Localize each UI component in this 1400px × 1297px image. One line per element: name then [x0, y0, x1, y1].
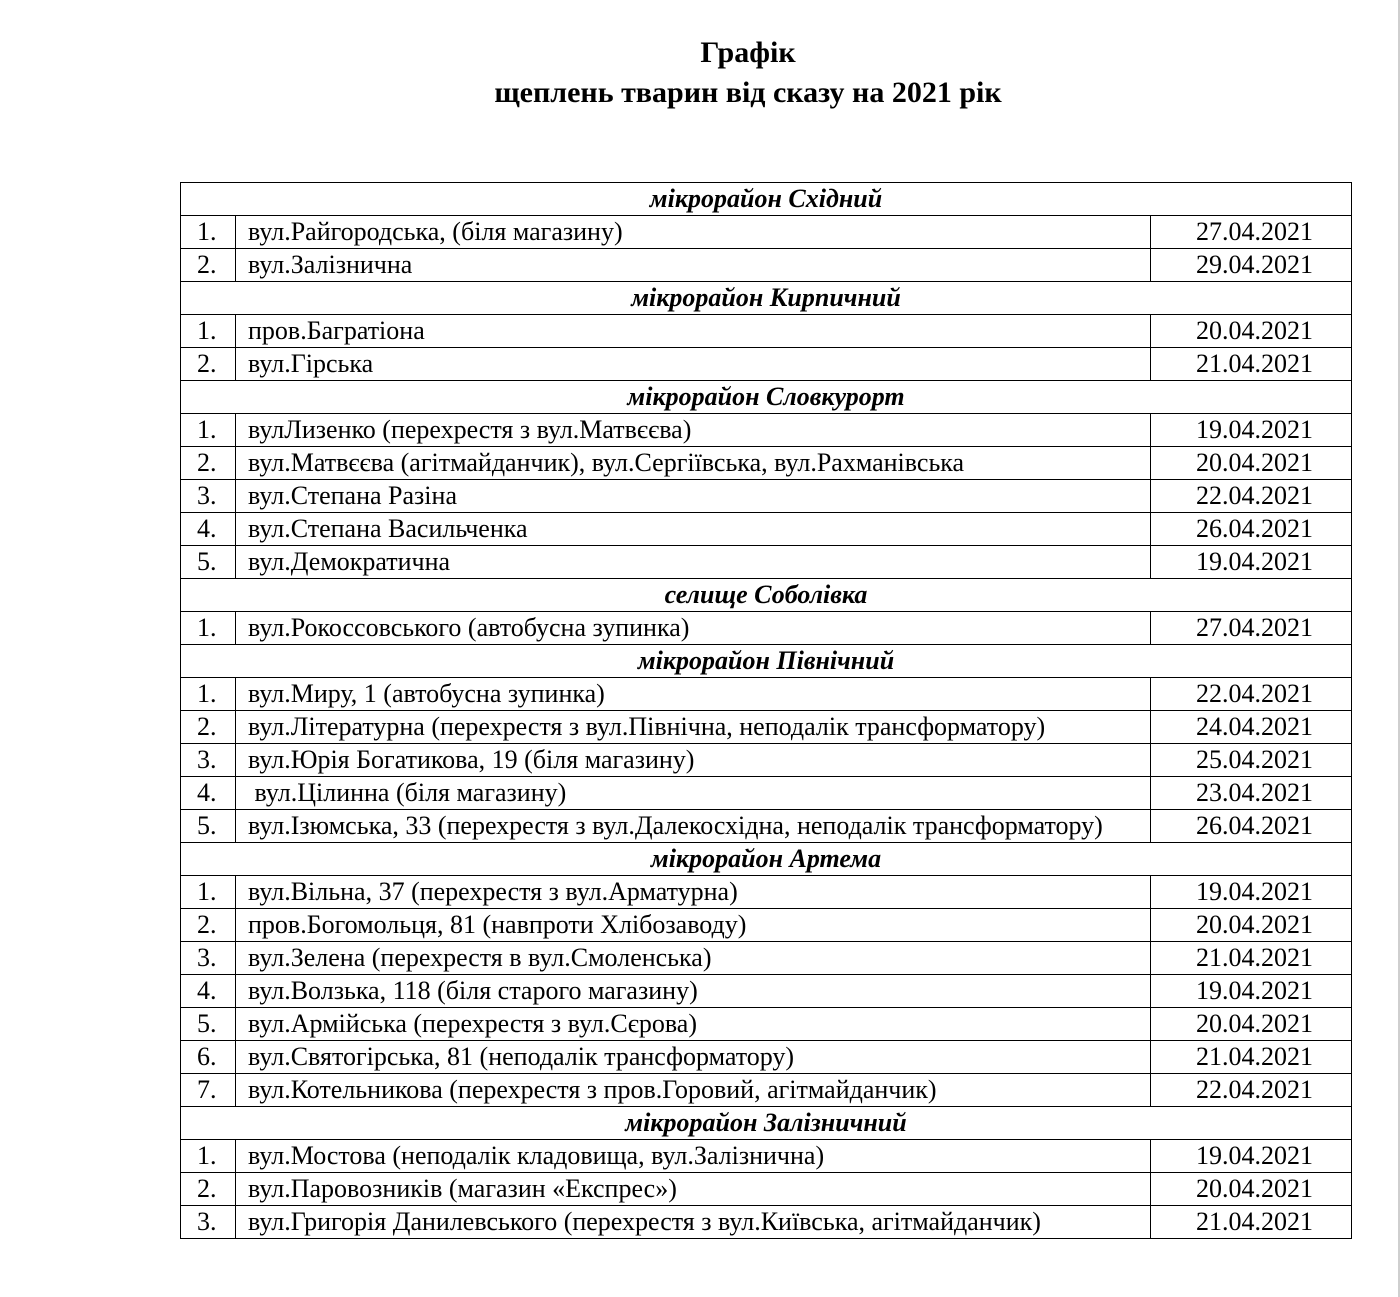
row-address: вул.Демократична [236, 546, 1151, 579]
section-header-row [181, 381, 1352, 414]
row-date: 19.04.2021 [1151, 876, 1352, 909]
row-date: 20.04.2021 [1151, 1173, 1352, 1206]
row-address: вул.Святогірська, 81 (неподалік трансформатору) [236, 1041, 1151, 1074]
row-number: 5. [181, 1008, 236, 1041]
row-number: 2. [181, 1173, 236, 1206]
table-row [181, 315, 1352, 348]
table-row [181, 777, 1352, 810]
section-header-row [181, 1107, 1352, 1140]
row-date: 22.04.2021 [1151, 1074, 1352, 1107]
table-row [181, 810, 1352, 843]
row-number: 1. [181, 1140, 236, 1173]
row-address: пров.Багратіона [236, 315, 1151, 348]
row-date: 21.04.2021 [1151, 1206, 1352, 1239]
row-number: 1. [181, 315, 236, 348]
row-address: пров.Богомольця, 81 (навпроти Хлібозаводу) [236, 909, 1151, 942]
section-title: мікрорайон Залізничний [181, 1107, 1352, 1140]
section-title: мікрорайон Кирпичний [181, 282, 1352, 315]
row-date: 26.04.2021 [1151, 810, 1352, 843]
row-address: вул.Ізюмська, 33 (перехрестя з вул.Далекосхідна, неподалік трансформатору) [236, 810, 1151, 843]
section-header-row [181, 843, 1352, 876]
table-row [181, 975, 1352, 1008]
row-date: 19.04.2021 [1151, 546, 1352, 579]
table-row [181, 711, 1352, 744]
row-address: вул.Гірська [236, 348, 1151, 381]
row-number: 2. [181, 711, 236, 744]
row-date: 20.04.2021 [1151, 1008, 1352, 1041]
row-date: 27.04.2021 [1151, 612, 1352, 645]
title-line-2: щеплень тварин від сказу на 2021 рік [494, 76, 1002, 109]
section-header-row [181, 645, 1352, 678]
row-address: вул.Степана Васильченка [236, 513, 1151, 546]
table-row [181, 1173, 1352, 1206]
table-row [181, 876, 1352, 909]
row-date: 26.04.2021 [1151, 513, 1352, 546]
table-row [181, 1041, 1352, 1074]
row-number: 2. [181, 348, 236, 381]
row-number: 1. [181, 876, 236, 909]
section-header-row [181, 579, 1352, 612]
row-address: вулЛизенко (перехрестя з вул.Матвєєва) [236, 414, 1151, 447]
row-date: 19.04.2021 [1151, 975, 1352, 1008]
table-row [181, 546, 1352, 579]
row-address: вул.Райгородська, (біля магазину) [236, 216, 1151, 249]
table-row [181, 1140, 1352, 1173]
row-number: 3. [181, 744, 236, 777]
section-title: мікрорайон Північний [181, 645, 1352, 678]
row-date: 20.04.2021 [1151, 315, 1352, 348]
row-date: 22.04.2021 [1151, 678, 1352, 711]
row-date: 23.04.2021 [1151, 777, 1352, 810]
row-address: вул.Степана Разіна [236, 480, 1151, 513]
row-address: вул.Рокоссовського (автобусна зупинка) [236, 612, 1151, 645]
row-number: 3. [181, 480, 236, 513]
row-number: 5. [181, 810, 236, 843]
row-date: 20.04.2021 [1151, 447, 1352, 480]
row-number: 3. [181, 1206, 236, 1239]
section-title: мікрорайон Східний [181, 183, 1352, 216]
row-number: 2. [181, 909, 236, 942]
table-row [181, 744, 1352, 777]
row-number: 4. [181, 975, 236, 1008]
row-address: вул.Григорія Данилевського (перехрестя з вул.Київська, агітмайданчик) [236, 1206, 1151, 1239]
row-address: вул.Матвєєва (агітмайданчик), вул.Сергіївська, вул.Рахманівська [236, 447, 1151, 480]
row-address: вул.Армійська (перехрестя з вул.Сєрова) [236, 1008, 1151, 1041]
row-date: 22.04.2021 [1151, 480, 1352, 513]
row-number: 1. [181, 612, 236, 645]
row-date: 24.04.2021 [1151, 711, 1352, 744]
row-address: вул.Літературна (перехрестя з вул.Північна, неподалік трансформатору) [236, 711, 1151, 744]
row-address: вул.Паровозників (магазин «Експрес») [236, 1173, 1151, 1206]
section-title: мікрорайон Словкурорт [181, 381, 1352, 414]
table-row [181, 909, 1352, 942]
table-row [181, 942, 1352, 975]
row-address: вул.Котельникова (перехрестя з пров.Горовий, агітмайданчик) [236, 1074, 1151, 1107]
row-number: 2. [181, 447, 236, 480]
row-date: 27.04.2021 [1151, 216, 1352, 249]
row-address: вул.Цілинна (біля магазину) [236, 777, 1151, 810]
table-row [181, 1008, 1352, 1041]
row-address: вул.Зелена (перехрестя в вул.Смоленська) [236, 942, 1151, 975]
table-row [181, 414, 1352, 447]
title-line-1: Графік [700, 36, 796, 69]
table-row [181, 612, 1352, 645]
table-row [181, 216, 1352, 249]
table-row [181, 447, 1352, 480]
row-number: 7. [181, 1074, 236, 1107]
table-row [181, 348, 1352, 381]
table-row [181, 480, 1352, 513]
table-row [181, 1206, 1352, 1239]
section-title: мікрорайон Артема [181, 843, 1352, 876]
row-date: 29.04.2021 [1151, 249, 1352, 282]
schedule-table [180, 182, 1352, 1239]
row-address: вул.Миру, 1 (автобусна зупинка) [236, 678, 1151, 711]
row-number: 1. [181, 216, 236, 249]
row-date: 21.04.2021 [1151, 1041, 1352, 1074]
table-row [181, 1074, 1352, 1107]
table-row [181, 678, 1352, 711]
row-date: 25.04.2021 [1151, 744, 1352, 777]
row-date: 21.04.2021 [1151, 942, 1352, 975]
row-number: 1. [181, 414, 236, 447]
row-number: 4. [181, 513, 236, 546]
row-address: вул.Вільна, 37 (перехрестя з вул.Арматурна) [236, 876, 1151, 909]
row-number: 5. [181, 546, 236, 579]
row-address: вул.Мостова (неподалік кладовища, вул.Залізнична) [236, 1140, 1151, 1173]
document-title [0, 33, 1400, 113]
row-address: вул.Залізнична [236, 249, 1151, 282]
row-number: 4. [181, 777, 236, 810]
row-date: 20.04.2021 [1151, 909, 1352, 942]
section-title: селище Соболівка [181, 579, 1352, 612]
table-row [181, 249, 1352, 282]
row-address: вул.Юрія Богатикова, 19 (біля магазину) [236, 744, 1151, 777]
row-number: 1. [181, 678, 236, 711]
row-number: 6. [181, 1041, 236, 1074]
row-date: 21.04.2021 [1151, 348, 1352, 381]
row-address: вул.Волзька, 118 (біля старого магазину) [236, 975, 1151, 1008]
row-number: 3. [181, 942, 236, 975]
section-header-row [181, 183, 1352, 216]
section-header-row [181, 282, 1352, 315]
row-date: 19.04.2021 [1151, 414, 1352, 447]
row-number: 2. [181, 249, 236, 282]
row-date: 19.04.2021 [1151, 1140, 1352, 1173]
schedule-body [181, 183, 1352, 1239]
table-row [181, 513, 1352, 546]
